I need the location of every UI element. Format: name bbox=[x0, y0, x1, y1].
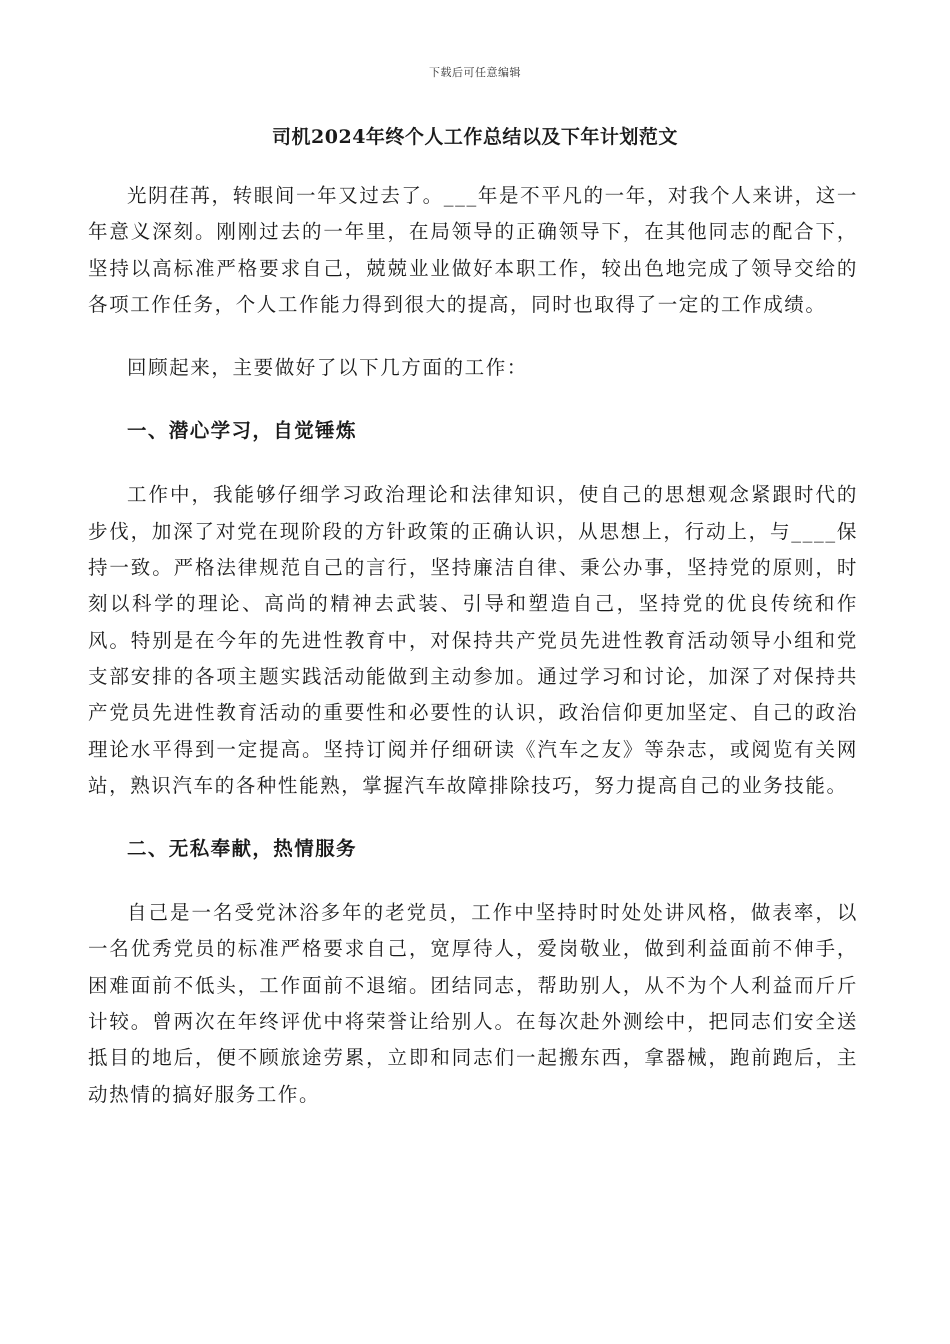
intro-paragraph: 光阴荏苒，转眼间一年又过去了。___年是不平凡的一年，对我个人来讲，这一年意义深刻。刚刚过去的一年里，在局领导的正确领导下，在其他同志的配合下，坚持以高标准严格要求自己，兢兢业业做好本职工作，较出色地完成了领导交给的各项工作任务，个人工作能力得到很大的提高，同时也取得了一定的工作成绩。 bbox=[88, 184, 858, 316]
document-body bbox=[88, 178, 858, 1113]
section-heading: 二、无私奉献，热情服务 bbox=[127, 837, 357, 861]
section-heading: 一、潜心学习，自觉锤炼 bbox=[127, 419, 357, 443]
section-paragraph: 自己是一名受党沐浴多年的老党员，工作中坚持时时处处讲风格，做表率，以一名优秀党员的标准严格要求自己，宽厚待人，爱岗敬业，做到利益面前不伸手，困难面前不低头，工作面前不退缩。团结同志，帮助别人，从不为个人利益而斤斤计较。曾两次在年终评优中将荣誉让给别人。在每次赴外测绘中，把同志们安全送抵目的地后，便不顾旅途劳累，立即和同志们一起搬东西，拿器械，跑前跑后，主动热情的搞好服务工作。 bbox=[88, 901, 858, 1106]
header-note: 下载后可任意编辑 bbox=[429, 66, 521, 79]
document-title: 司机2024年终个人工作总结以及下年计划范文 bbox=[272, 126, 678, 148]
section-paragraph: 工作中，我能够仔细学习政治理论和法律知识，使自己的思想观念紧跟时代的步伐，加深了对党在现阶段的方针政策的正确认识，从思想上，行动上，与____保持一致。严格法律规范自己的言行，坚持廉洁自律、秉公办事，坚持党的原则，时刻以科学的理论、高尚的精神去武装、引导和塑造自己，坚持党的优良传统和作风。特别是在今年的先进性教育中，对保持共产党员先进性教育活动领导小组和党支部安排的各项主题实践活动能做到主动参加。通过学习和讨论，加深了对保持共产党员先进性教育活动的重要性和必要性的认识，政治信仰更加坚定、自己的政治理论水平得到一定提高。坚持订阅并仔细研读《汽车之友》等杂志，或阅览有关网站，熟识汽车的各种性能熟，掌握汽车故障排除技巧，努力提高自己的业务技能。 bbox=[88, 483, 858, 797]
review-paragraph: 回顾起来，主要做好了以下几方面的工作： bbox=[127, 356, 528, 380]
